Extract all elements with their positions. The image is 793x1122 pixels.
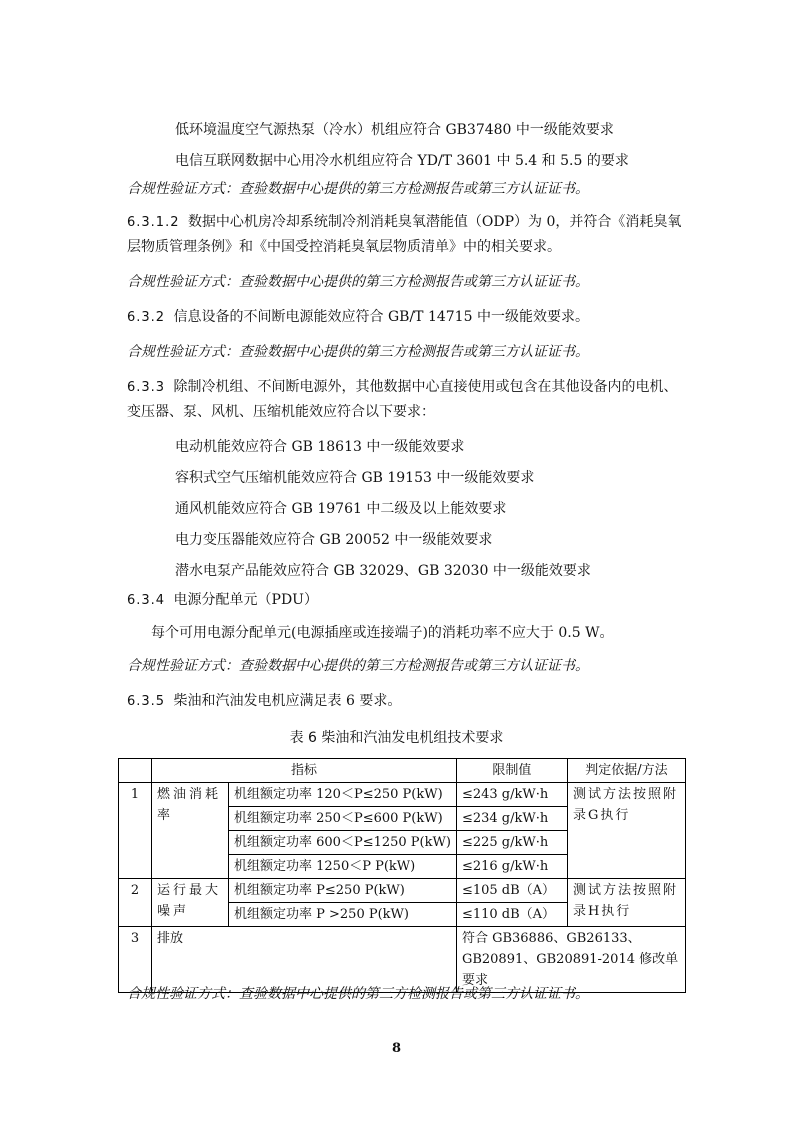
table-row — [119, 783, 686, 807]
section-text: 除制冷机组、不间断电源外，其他数据中心直接使用或包含在其他设备内的电机、 — [173, 379, 678, 395]
condition-cell: 机组额定功率 P≤250 P(kW) — [229, 879, 457, 903]
limit-cell: 符合 GB36886、GB26133、GB20891、GB20891-2014 修改单要求 — [456, 927, 685, 993]
section-body: 每个可用电源分配单元(电源插座或连接端子)的消耗功率不应大于 0.5 W。 — [151, 625, 614, 641]
requirement-line: 电信互联网数据中心用冷水机组应符合 YD/T 3601 中 5.4 和 5.5 的要求 — [175, 153, 629, 169]
section-text: 柴油和汽油发电机应满足表 6 要求。 — [173, 693, 402, 709]
indicator-name: 燃油消耗率 — [152, 783, 229, 879]
requirement-line: 通风机能效应符合 GB 19761 中二级及以上能效要求 — [175, 501, 507, 517]
row-number: 2 — [119, 879, 152, 927]
header-cell: 指标 — [152, 759, 457, 783]
compliance-note: 合规性验证方式：查验数据中心提供的第三方检测报告或第三方认证证书。 — [127, 274, 589, 290]
row-number: 3 — [119, 927, 152, 993]
requirement-line: 电动机能效应符合 GB 18613 中一级能效要求 — [175, 439, 465, 455]
section-number: 6.3.5 — [127, 694, 166, 709]
section-6-3-4 — [127, 591, 318, 610]
header-cell: 判定依据/方法 — [567, 759, 685, 783]
limit-cell: ≤110 dB（A） — [456, 903, 567, 927]
condition-cell: 机组额定功率 P >250 P(kW) — [229, 903, 457, 927]
requirement-line: 潜水电泵产品能效应符合 GB 32029、GB 32030 中一级能效要求 — [175, 563, 591, 579]
compliance-note: 合规性验证方式：查验数据中心提供的第三方检测报告或第三方认证证书。 — [127, 181, 589, 197]
section-text: 信息设备的不间断电源能效应符合 GB/T 14715 中一级能效要求。 — [173, 309, 589, 325]
requirement-line: 容积式空气压缩机能效应符合 GB 19153 中一级能效要求 — [175, 470, 535, 486]
section-6-3-1-2 — [127, 213, 681, 232]
condition-cell: 机组额定功率 600＜P≤1250 P(kW) — [229, 831, 457, 855]
section-number: 6.3.1.2 — [127, 215, 180, 230]
section-number: 6.3.2 — [127, 310, 166, 325]
condition-cell: 机组额定功率 1250＜P P(kW) — [229, 855, 457, 879]
method-cell: 测试方法按照附录G执行 — [567, 783, 685, 879]
section-text: 电源分配单元（PDU） — [173, 592, 318, 608]
generator-requirements-table — [118, 758, 686, 993]
section-text: 数据中心机房冷却系统制冷剂消耗臭氧潜能值（ODP）为 0，并符合《消耗臭氧 — [187, 214, 682, 230]
method-cell: 测试方法按照附录H执行 — [567, 879, 685, 927]
limit-cell: ≤243 g/kW·h — [456, 783, 567, 807]
requirement-line: 电力变压器能效应符合 GB 20052 中一级能效要求 — [175, 532, 493, 548]
table-header-row — [119, 759, 686, 783]
section-6-3-2 — [127, 308, 589, 327]
section-number: 6.3.4 — [127, 593, 166, 608]
requirement-line: 低环境温度空气源热泵（冷水）机组应符合 GB37480 中一级能效要求 — [175, 122, 614, 138]
section-text-continued: 层物质管理条例》和《中国受控消耗臭氧层物质清单》中的相关要求。 — [127, 239, 561, 255]
section-6-3-3 — [127, 378, 678, 397]
header-cell-blank — [119, 759, 152, 783]
limit-cell: ≤234 g/kW·h — [456, 807, 567, 831]
table-row — [119, 927, 686, 993]
compliance-note: 合规性验证方式：查验数据中心提供的第三方检测报告或第三方认证证书。 — [127, 986, 589, 1002]
table-row — [119, 879, 686, 903]
section-text-continued: 变压器、泵、风机、压缩机能效应符合以下要求： — [127, 404, 435, 420]
section-6-3-5 — [127, 692, 401, 711]
limit-cell: ≤225 g/kW·h — [456, 831, 567, 855]
compliance-note: 合规性验证方式：查验数据中心提供的第三方检测报告或第三方认证证书。 — [127, 658, 589, 674]
row-number: 1 — [119, 783, 152, 879]
table-caption: 表 6 柴油和汽油发电机组技术要求 — [289, 730, 504, 746]
limit-cell: ≤105 dB（A） — [456, 879, 567, 903]
condition-cell: 机组额定功率 120＜P≤250 P(kW) — [229, 783, 457, 807]
indicator-name: 排放 — [152, 927, 457, 993]
page-number: 8 — [391, 1041, 402, 1056]
compliance-note: 合规性验证方式：查验数据中心提供的第三方检测报告或第三方认证证书。 — [127, 344, 589, 360]
limit-cell: ≤216 g/kW·h — [456, 855, 567, 879]
section-number: 6.3.3 — [127, 380, 166, 395]
indicator-name: 运行最大噪声 — [152, 879, 229, 927]
header-cell: 限制值 — [456, 759, 567, 783]
condition-cell: 机组额定功率 250＜P≤600 P(kW) — [229, 807, 457, 831]
